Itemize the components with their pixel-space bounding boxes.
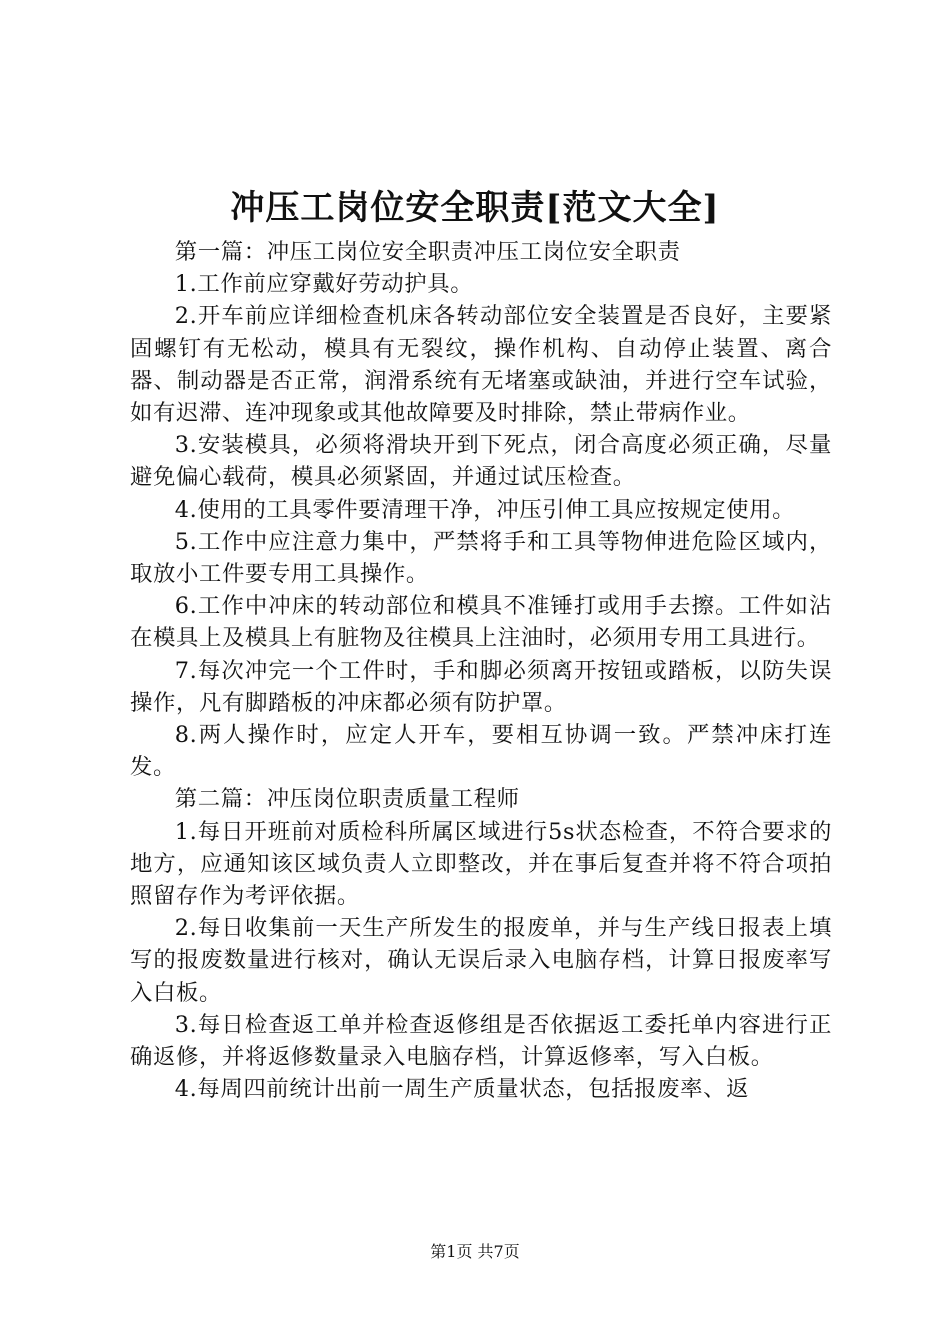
paragraph: 3.每日检查返工单并检查返修组是否依据返工委托单内容进行正确返修，并将返修数量录入电脑存档，计算返修率，写入白板。: [130, 1011, 832, 1071]
paragraph: 3.安装模具，必须将滑块开到下死点，闭合高度必须正确，尽量避免偏心载荷，模具必须紧固，并通过试压检查。: [130, 432, 832, 491]
paragraph: 8.两人操作时，应定人开车，要相互协调一致。严禁冲床打连发。: [130, 722, 832, 781]
paragraph: 2.开车前应详细检查机床各转动部位安全装置是否良好，主要紧固螺钉有无松动，模具有无裂纹，操作机构、自动停止装置、离合器、制动器是否正常，润滑系统有无堵塞或缺油，并进行空车试验，如有迟滞、连冲现象或其他故障要及时排除，禁止带病作业。: [130, 303, 832, 427]
page-footer: 第1页 共7页: [430, 1242, 520, 1261]
document-body: [130, 236, 832, 1105]
paragraph: 6.工作中冲床的转动部位和模具不准锤打或用手去擦。工件如沾在模具上及模具上有脏物及往模具上注油时，必须用专用工具进行。: [130, 593, 832, 652]
section-heading-2: 第二篇：冲压岗位职责质量工程师: [174, 786, 520, 813]
paragraph: 1.每日开班前对质检科所属区域进行5s状态检查，不符合要求的地方，应通知该区域负责人立即整改，并在事后复查并将不符合项拍照留存作为考评依据。: [130, 818, 832, 910]
paragraph: 4.使用的工具零件要清理干净，冲压引伸工具应按规定使用。: [174, 496, 796, 523]
paragraph: 7.每次冲完一个工件时，手和脚必须离开按钮或踏板，以防失误操作，凡有脚踏板的冲床都必须有防护罩。: [130, 657, 832, 716]
paragraph: 4.每周四前统计出前一周生产质量状态，包括报废率、返: [174, 1076, 750, 1103]
paragraph: 5.工作中应注意力集中，严禁将手和工具等物伸进危险区域内，取放小工件要专用工具操作。: [130, 528, 832, 588]
document-title: 冲压工岗位安全职责[范文大全]: [230, 188, 720, 228]
section-heading-1: 第一篇：冲压工岗位安全职责冲压工岗位安全职责: [174, 239, 681, 265]
paragraph: 1.工作前应穿戴好劳动护具。: [174, 271, 474, 298]
paragraph: 2.每日收集前一天生产所发生的报废单，并与生产线日报表上填写的报废数量进行核对，确认无误后录入电脑存档，计算日报废率写入白板。: [130, 915, 832, 1006]
